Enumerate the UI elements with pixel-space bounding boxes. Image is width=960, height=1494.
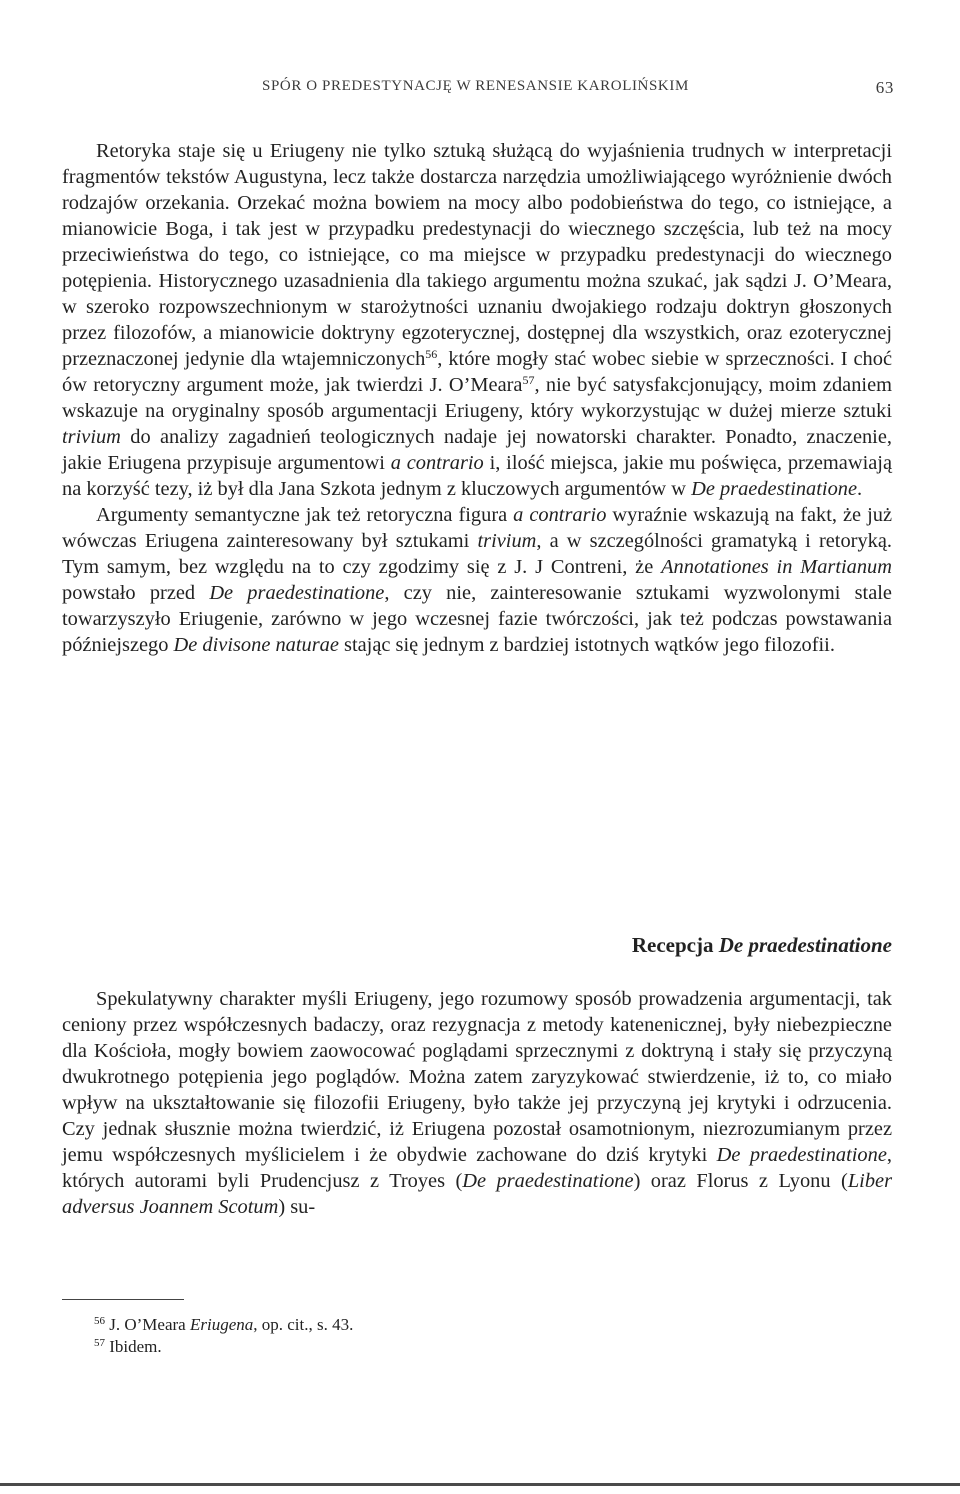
footnote-text: Ibidem.	[105, 1337, 162, 1356]
text-run: stając się jednym z bardziej istotnych wątków jego filozofii.	[338, 634, 835, 656]
text-run: do analizy zagadnień teologicznych nadaje jej nowatorski charakter. Ponadto, znaczenie, jakie Eriugena przypisuje argumentowi	[62, 426, 892, 474]
italic-title: De praedestinatione	[691, 478, 858, 500]
scan-edge-line	[0, 1483, 960, 1486]
footnote-divider	[62, 1299, 184, 1300]
italic-term: trivium	[62, 426, 121, 448]
section-body	[62, 986, 892, 1220]
italic-title: De praedestinatione	[209, 582, 385, 604]
page-number: 63	[875, 78, 894, 97]
running-title: SPÓR O PREDESTYNACJĘ W RENESANSIE KAROLIŃSKIM	[262, 78, 689, 94]
text-run: Retoryka staje się u Eriugeny nie tylko sztuką służącą do wyjaśnienia trudnych w interpretacji fragmentów tekstów Augustyna, lecz także dostarcza narzędzia umożliwiającego wyróżnienie dwóch rodzajów orzekania. Orzekać można bowiem na mocy albo podobieństwa do tego, co istniejące, a mianowicie Boga, i tak jest w przypadku predestynacji do wiecznego szczęścia, lub też na mocy przeciwieństwa do tego, co istniejące, co ma miejsce w przypadku predestynacji do wiecznego potępienia. Historycznego uzasadnienia dla takiego argumentu można szukać, jak sądzi J. O’Meara, w szeroko rozpowszechnionym w starożytności uznaniu dwojakiego rodzaju doktryn głoszonych przez filozofów, a mianowicie doktryny egzoterycznej, dostępnej dla wszystkich, oraz ezoterycznej przeznaczonej jedynie dla wtajemniczonych	[62, 140, 892, 370]
italic-title: De praedestinatione	[716, 1144, 887, 1166]
text-run: ) su-	[278, 1196, 316, 1218]
text-run: wyraźnie wskazują na fakt, że już wówczas Eriugena zainteresowany był sztukami	[62, 504, 893, 552]
footnote-italic: Eriugena	[189, 1315, 254, 1334]
italic-title: De divisone naturae	[173, 634, 339, 656]
text-run: Argumenty semantyczne jak też retoryczna figura	[96, 504, 514, 526]
text-run: .	[857, 478, 863, 500]
footnote-text: , op. cit., s. 43.	[253, 1315, 354, 1334]
italic-title: De praedestinatione	[462, 1170, 634, 1192]
footnote-ref: 56	[425, 347, 438, 361]
text-run: , nie być satysfakcjonujący, moim zdaniem wskazuje na oryginalny sposób argumentacji Eriugeny, który wykorzystując w dużej mierze sztuki	[62, 374, 892, 422]
text-run: , które mogły stać wobec siebie w sprzeczności. I choć ów retoryczny argument może, jak twierdzi J. O’Meara	[62, 348, 892, 396]
body-text	[62, 138, 892, 658]
text-run: powstało przed	[62, 582, 210, 604]
paragraph	[62, 138, 892, 502]
italic-title: Annotationes in Martianum	[661, 556, 892, 578]
footnote-ref: 57	[522, 373, 535, 387]
italic-title: Liber adversus Joannem Scotum	[62, 1170, 892, 1218]
footnote	[94, 1314, 794, 1336]
footnote	[94, 1336, 794, 1358]
text-run: , czy nie, zainteresowanie sztukami wyzwolonymi stale towarzyszyło Eriugenie, zarówno w jego wczesnej fazie twórczości, jak też podczas powstawania późniejszego	[62, 582, 892, 656]
text-run: , których autorami byli Prudencjusz z Troyes (	[62, 1144, 892, 1192]
section-heading	[62, 932, 892, 958]
italic-term: trivium	[477, 530, 537, 552]
italic-term: a contrario	[513, 504, 607, 526]
text-run: , a w szczególności gramatyką i retoryką. Tym samym, bez względu na to czy zgodzimy się z J. J Contreni, że	[62, 530, 892, 578]
footnote-number: 56	[94, 1315, 105, 1327]
footnotes	[94, 1314, 794, 1358]
footnote-number: 57	[94, 1337, 105, 1349]
heading-italic: De praedestinatione	[718, 933, 892, 957]
paragraph	[62, 502, 892, 658]
text-run: ) oraz Florus z Lyonu (	[633, 1170, 848, 1192]
footnote-text: J. O’Meara	[105, 1315, 190, 1334]
paragraph	[62, 986, 892, 1220]
text-run: Spekulatywny charakter myśli Eriugeny, jego rozumowy sposób prowadzenia argumentacji, tak ceniony przez współczesnych badaczy, oraz rezygnacja z metody katenenicznej, były niebezpieczne dla Kościoła, mogły bowiem zaowocować poglądami sprzecznymi z doktryną i stały się przyczyną dwukrotnego potępienia jego poglądów. Można zatem zaryzykować stwierdzenie, iż to, co miało wpływ na ukształtowanie się filozofii Eriugeny, było także jej przyczyną jej krytyki i odrzucenia. Czy jednak słusznie można twierdzić, iż Eriugena pozostał osamotnionym, niezrozumianym przez jemu współczesnych myślicielem i że obydwie zachowane do dziś krytyki	[62, 988, 892, 1166]
running-head	[62, 78, 898, 102]
italic-term: a contrario	[390, 452, 484, 474]
text-run: i, ilość miejsca, jakie mu poświęca, przemawiają na korzyść tezy, iż był dla Jana Szkota jednym z kluczowych argumentów w	[62, 452, 893, 500]
heading-text: Recepcja	[631, 933, 719, 957]
